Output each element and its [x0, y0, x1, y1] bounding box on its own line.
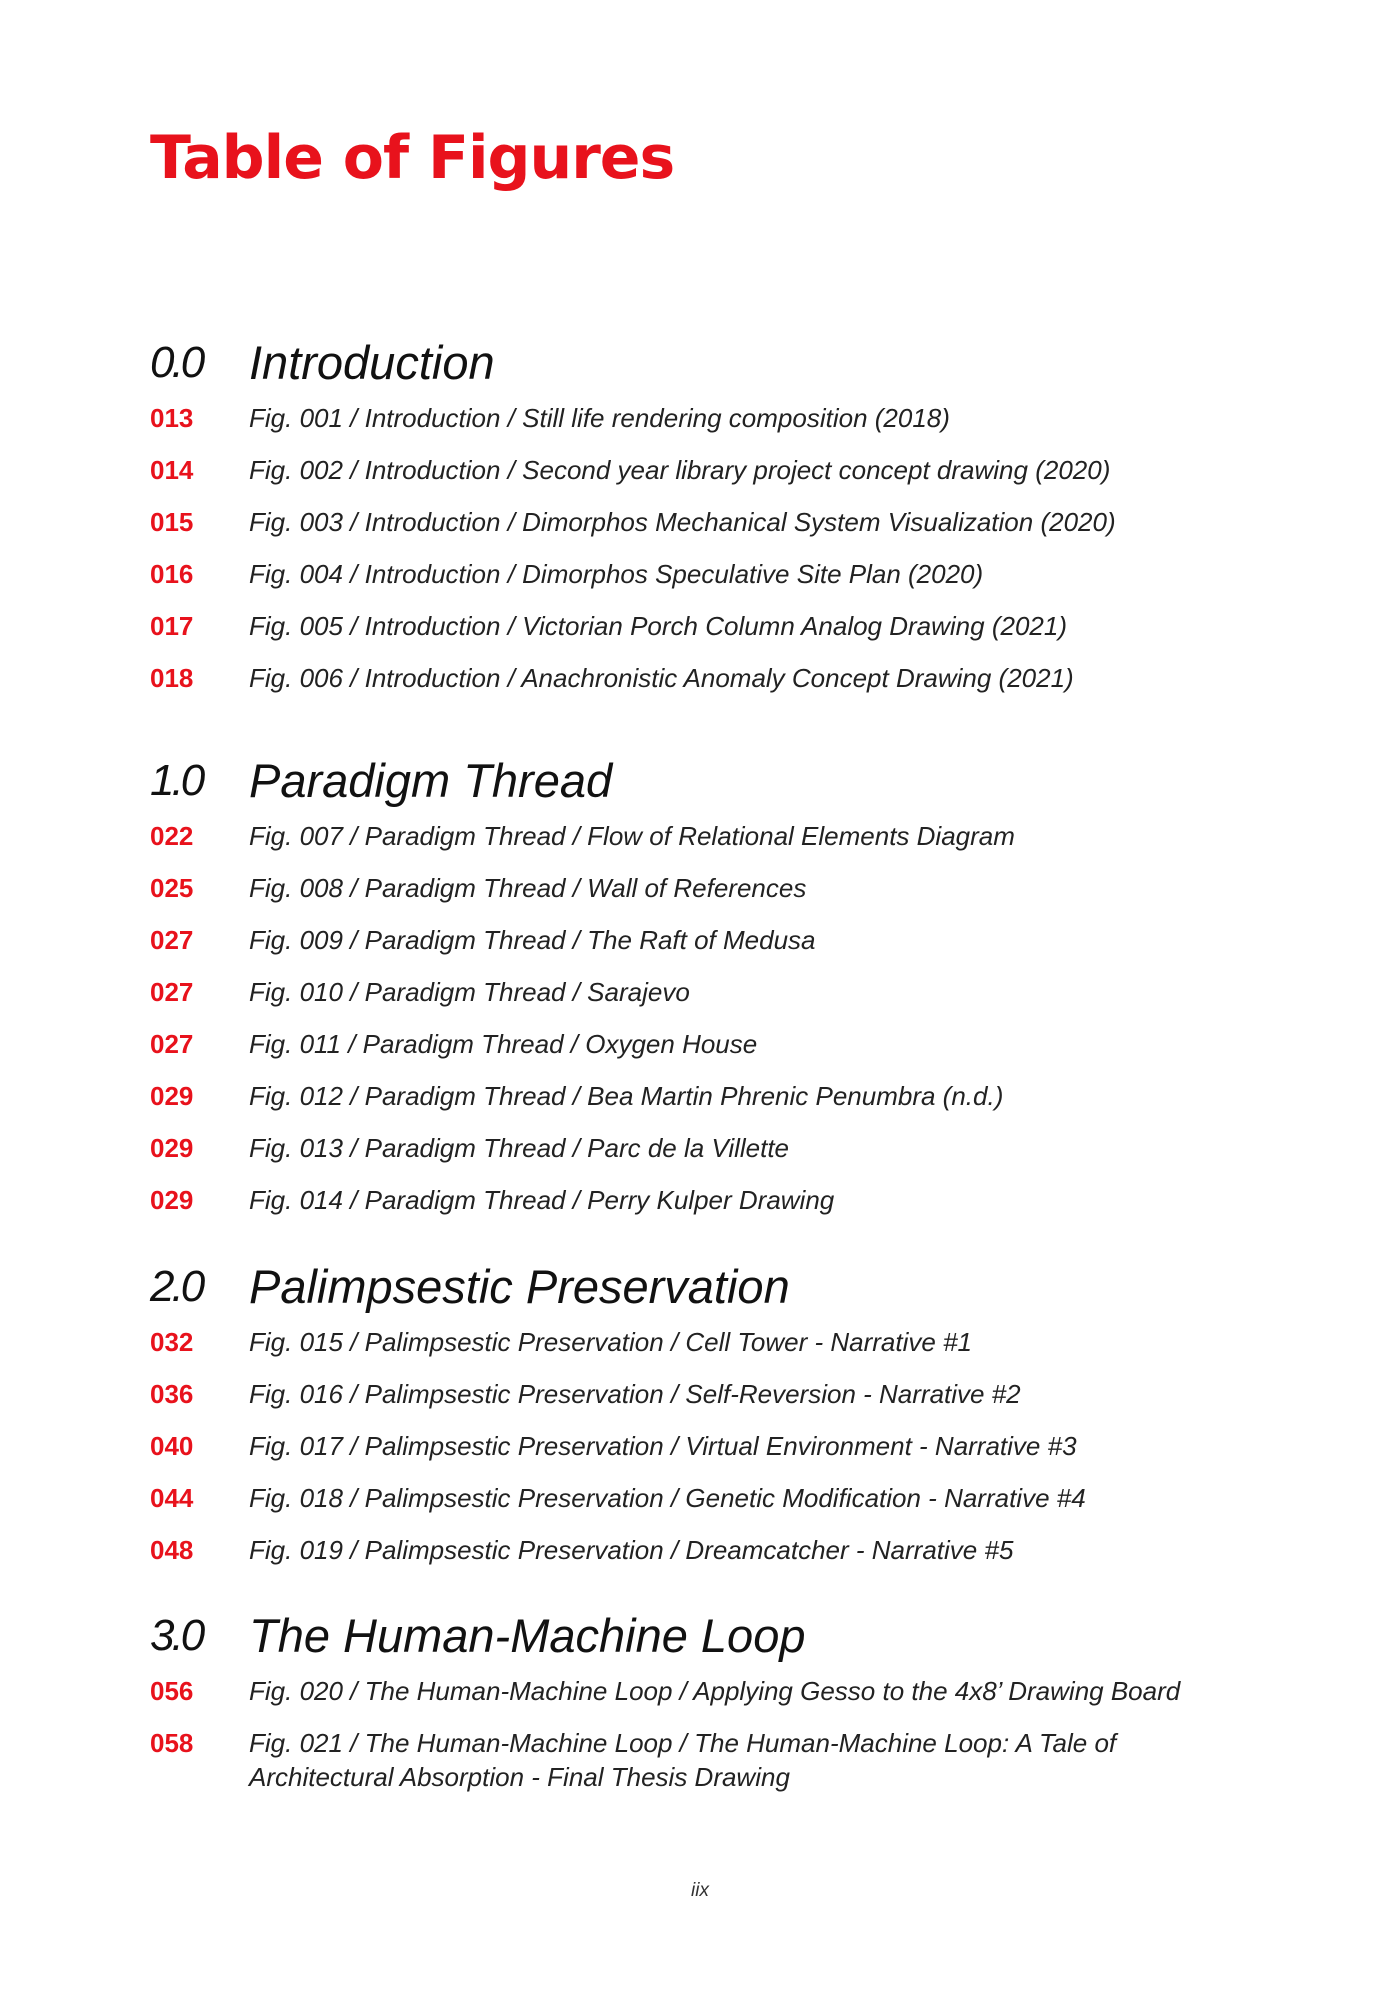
- figure-entry: [150, 601, 1300, 653]
- figure-page-number: 029: [150, 1081, 194, 1111]
- figure-page-number: 017: [150, 611, 194, 641]
- figure-entry: [150, 653, 1300, 705]
- figure-caption: Fig. 014 / Paradigm Thread / Perry Kulper Drawing: [249, 1185, 835, 1215]
- section-number: 0.0: [150, 338, 203, 387]
- figure-caption: Fig. 019 / Palimpsestic Preservation / Dreamcatcher - Narrative #5: [249, 1535, 1014, 1565]
- figure-entry: [150, 967, 1300, 1019]
- figure-page-number: 036: [150, 1379, 194, 1409]
- figure-page-number: 056: [150, 1676, 194, 1706]
- figure-entry: [150, 1525, 1300, 1577]
- figure-caption: Fig. 008 / Paradigm Thread / Wall of References: [249, 873, 807, 903]
- figure-caption: Fig. 020 / The Human-Machine Loop / Applying Gesso to the 4x8’ Drawing Board: [249, 1676, 1181, 1706]
- figure-page-number: 058: [150, 1728, 194, 1758]
- section-heading: [150, 1606, 1300, 1666]
- figure-page-number: 029: [150, 1133, 194, 1163]
- figure-page-number: 027: [150, 925, 194, 955]
- figure-entry: [150, 1317, 1300, 1369]
- section-title: Introduction: [249, 336, 495, 389]
- figure-caption: Fig. 004 / Introduction / Dimorphos Speculative Site Plan (2020): [249, 559, 984, 589]
- figure-entry: [150, 445, 1300, 497]
- figure-caption: Fig. 016 / Palimpsestic Preservation / Self-Reversion - Narrative #2: [249, 1379, 1021, 1409]
- section-palimpsestic-preservation: [150, 1257, 1300, 1577]
- section-title: The Human-Machine Loop: [249, 1609, 806, 1662]
- section-heading: [150, 1257, 1300, 1317]
- figure-page-number: 044: [150, 1483, 194, 1513]
- figure-entry: [150, 1175, 1300, 1227]
- figure-page-number: 016: [150, 559, 194, 589]
- figure-entry: [150, 863, 1300, 915]
- figure-page-number: 027: [150, 1029, 194, 1059]
- figure-caption: Fig. 007 / Paradigm Thread / Flow of Relational Elements Diagram: [249, 821, 1015, 851]
- figure-caption: Fig. 011 / Paradigm Thread / Oxygen House: [249, 1029, 758, 1059]
- figure-caption: Fig. 013 / Paradigm Thread / Parc de la Villette: [249, 1133, 790, 1163]
- figure-page-number: 015: [150, 507, 194, 537]
- figure-page-number: 048: [150, 1535, 194, 1565]
- figure-page-number: 018: [150, 663, 194, 693]
- figure-caption: Fig. 002 / Introduction / Second year library project concept drawing (2020): [249, 455, 1111, 485]
- section-number: 1.0: [150, 756, 203, 805]
- figure-page-number: 025: [150, 873, 194, 903]
- section-heading: [150, 333, 1300, 393]
- section-number: 2.0: [150, 1262, 203, 1311]
- figure-caption: Fig. 018 / Palimpsestic Preservation / Genetic Modification - Narrative #4: [249, 1483, 1086, 1513]
- section-paradigm-thread: [150, 751, 1300, 1227]
- figure-entry: [150, 1666, 1300, 1718]
- section-introduction: [150, 333, 1300, 705]
- figure-caption: Fig. 003 / Introduction / Dimorphos Mechanical System Visualization (2020): [249, 507, 1116, 537]
- figure-caption: Fig. 009 / Paradigm Thread / The Raft of Medusa: [249, 925, 816, 955]
- figure-caption: Fig. 012 / Paradigm Thread / Bea Martin Phrenic Penumbra (n.d.): [249, 1081, 1004, 1111]
- figure-entry: [150, 915, 1300, 967]
- figure-caption: Fig. 017 / Palimpsestic Preservation / Virtual Environment - Narrative #3: [249, 1431, 1077, 1461]
- section-title: Paradigm Thread: [249, 754, 613, 807]
- figure-entry: [150, 1473, 1300, 1525]
- figure-entry: [150, 1718, 1300, 1790]
- page-number: iix: [691, 1880, 709, 1901]
- figure-page-number: 040: [150, 1431, 194, 1461]
- figure-page-number: 032: [150, 1327, 194, 1357]
- section-title: Palimpsestic Preservation: [249, 1260, 790, 1313]
- figure-caption: Fig. 010 / Paradigm Thread / Sarajevo: [249, 977, 690, 1007]
- figure-page-number: 013: [150, 403, 194, 433]
- figure-caption: Fig. 015 / Palimpsestic Preservation / Cell Tower - Narrative #1: [249, 1327, 972, 1357]
- figure-caption: Fig. 006 / Introduction / Anachronistic Anomaly Concept Drawing (2021): [249, 663, 1074, 693]
- figure-entry: [150, 497, 1300, 549]
- page-title: Table of Figures: [150, 123, 675, 193]
- figure-entry: [150, 811, 1300, 863]
- figure-entry: [150, 1421, 1300, 1473]
- figure-entry: [150, 1369, 1300, 1421]
- figure-caption: Fig. 001 / Introduction / Still life rendering composition (2018): [249, 403, 950, 433]
- figure-entry: [150, 549, 1300, 601]
- section-heading: [150, 751, 1300, 811]
- figure-entry: [150, 1071, 1300, 1123]
- figure-page-number: 014: [150, 455, 194, 485]
- figure-entry: [150, 393, 1300, 445]
- figure-page-number: 022: [150, 821, 194, 851]
- figure-caption: Fig. 021 / The Human-Machine Loop / The Human-Machine Loop: A Tale of Architectural Absorption - Final Thesis Drawing: [249, 1728, 1117, 1792]
- figure-entry: [150, 1123, 1300, 1175]
- section-human-machine-loop: [150, 1606, 1300, 1790]
- figure-page-number: 027: [150, 977, 194, 1007]
- figure-page-number: 029: [150, 1185, 194, 1215]
- section-number: 3.0: [150, 1611, 203, 1660]
- figure-entry: [150, 1019, 1300, 1071]
- figure-caption: Fig. 005 / Introduction / Victorian Porch Column Analog Drawing (2021): [249, 611, 1067, 641]
